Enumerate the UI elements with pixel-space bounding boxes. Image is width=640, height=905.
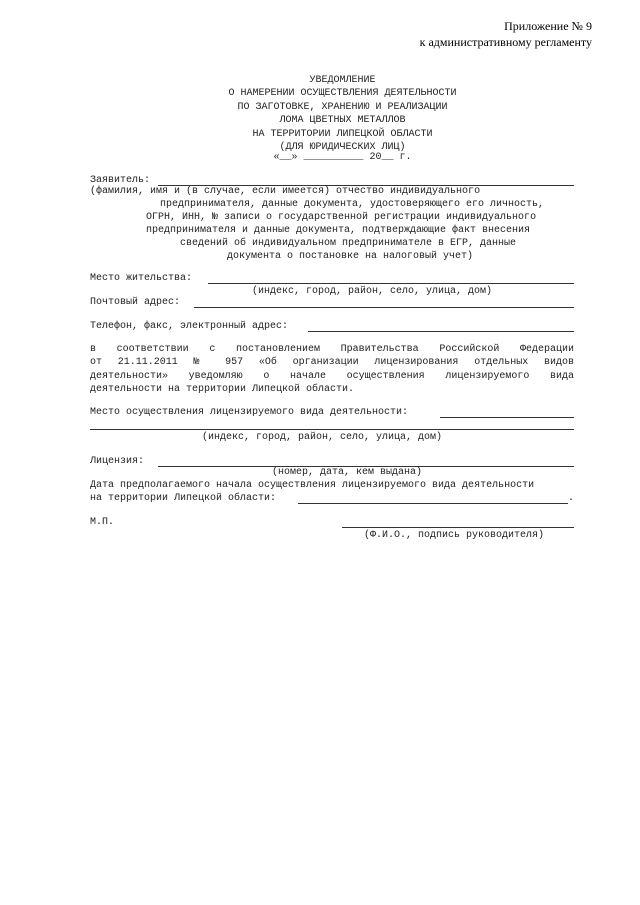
signature-hint: (Ф.И.О., подпись руководителя) xyxy=(364,530,545,541)
applicant-hint-3: ОГРН, ИНН, № записи о государственной регистрации индивидуального xyxy=(146,212,537,223)
title-line-6: (ДЛЯ ЮРИДИЧЕСКИХ ЛИЦ) xyxy=(279,142,406,154)
contacts-field-line[interactable] xyxy=(308,331,574,332)
activity-place-hint: (индекс, город, район, село, улица, дом) xyxy=(202,432,443,443)
applicant-label: Заявитель: xyxy=(90,175,151,186)
postal-label: Почтовый адрес: xyxy=(90,297,181,308)
appendix-number: Приложение № 9 xyxy=(504,19,592,33)
residence-label: Место жительства: xyxy=(90,273,193,284)
license-hint: (номер, дата, кем выдана) xyxy=(272,467,423,478)
residence-hint: (индекс, город, район, село, улица, дом) xyxy=(252,286,493,297)
signature-field-line[interactable] xyxy=(342,527,574,528)
applicant-hint-2: предпринимателя, данные документа, удостоверяющего его личность, xyxy=(160,199,545,210)
start-date-period: . xyxy=(568,493,575,504)
notice-line-4: деятельности на территории Липецкой области. xyxy=(90,384,355,396)
license-label: Лицензия: xyxy=(90,456,145,467)
contacts-label: Телефон, факс, электронный адрес: xyxy=(90,321,289,332)
applicant-hint-6: документа о постановке на налоговый учет) xyxy=(227,251,474,262)
title-line-3: ПО ЗАГОТОВКЕ, ХРАНЕНИЮ И РЕАЛИЗАЦИИ xyxy=(237,101,448,113)
title-line-2: О НАМЕРЕНИИ ОСУЩЕСТВЛЕНИЯ ДЕЯТЕЛЬНОСТИ xyxy=(228,88,457,100)
residence-field-line[interactable] xyxy=(208,283,574,284)
date-line: «__» __________ 20__ г. xyxy=(273,152,412,163)
notice-paragraph xyxy=(90,343,574,397)
postal-field-line[interactable] xyxy=(194,307,574,308)
document-title xyxy=(90,74,595,154)
activity-place-field-line-1[interactable] xyxy=(440,417,574,418)
title-line-5: НА ТЕРРИТОРИИ ЛИПЕЦКОЙ ОБЛАСТИ xyxy=(252,128,433,140)
start-date-field-line[interactable] xyxy=(298,503,568,504)
title-line-1: УВЕДОМЛЕНИЕ xyxy=(309,75,376,86)
appendix-regulation: к административному регламенту xyxy=(419,35,592,49)
title-line-4: ЛОМА ЦВЕТНЫХ МЕТАЛЛОВ xyxy=(279,115,406,127)
stamp-label: М.П. xyxy=(90,517,115,528)
notice-line-2: от 21.11.2011 № 957 «Об организации лицензирования отдельных видов xyxy=(90,357,574,369)
applicant-hint-5: сведений об индивидуальном предпринимателе в ЕГР, данные xyxy=(180,238,517,249)
appendix-header xyxy=(420,18,592,50)
notice-line-3: деятельности» уведомляю о начале осуществления лицензируемого вида xyxy=(90,370,574,382)
applicant-hint-4: предпринимателя и данные документа, подтверждающие факт внесения xyxy=(146,225,531,236)
activity-place-label: Место осуществления лицензируемого вида деятельности: xyxy=(90,407,409,418)
start-date-line-2: на территории Липецкой области: xyxy=(90,493,277,504)
applicant-hint-1: (фамилия, имя и (в случае, если имеется) отчество индивидуального xyxy=(90,186,481,197)
activity-place-field-line-2[interactable] xyxy=(90,429,574,430)
notice-line-1: в соответствии с постановлением Правительства Российской Федерации xyxy=(90,344,574,355)
start-date-line-1: Дата предполагаемого начала осуществления лицензируемого вида деятельности xyxy=(90,480,535,491)
